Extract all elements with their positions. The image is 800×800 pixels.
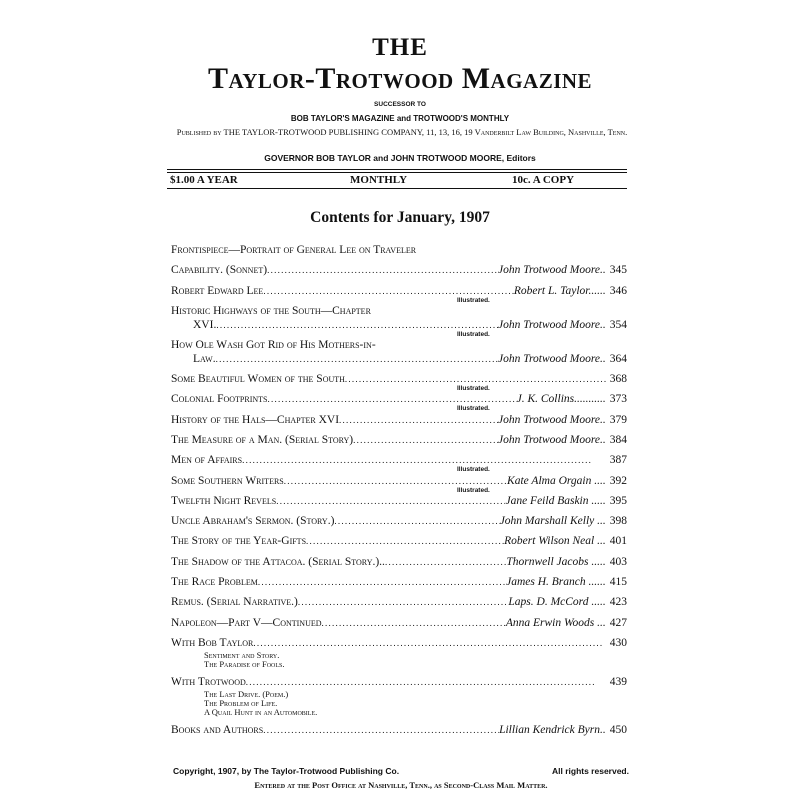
toc-entry <box>171 339 627 367</box>
toc-page: 398 <box>609 515 627 528</box>
toc-author: J. K. Collins........... <box>516 393 606 406</box>
illustrated-note: Illustrated. <box>457 405 490 413</box>
toc-title: Historic Highways of the South—Chapter <box>171 304 371 317</box>
toc-page: 430 <box>609 636 627 649</box>
toc-page: 354 <box>609 318 627 331</box>
toc-subitem: The Last Drive. (Poem.) <box>204 688 289 699</box>
leader-dots <box>276 495 505 509</box>
rights-reserved: All rights reserved. <box>551 766 629 776</box>
toc-page: 368 <box>609 373 627 386</box>
toc-author: John Trotwood Moore.. <box>497 433 606 446</box>
illustrated-note: Illustrated. <box>457 385 490 393</box>
toc-author: Laps. D. McCord ..... <box>508 596 606 609</box>
illustrated-note: Illustrated. <box>457 330 490 338</box>
leader-dots <box>339 414 498 428</box>
leader-dots <box>216 319 498 333</box>
toc-title: How Ole Wash Got Rid of His Mothers-in- <box>171 338 376 351</box>
copyright-line <box>173 766 629 776</box>
leader-dots <box>242 454 606 468</box>
toc-entry <box>171 264 627 278</box>
toc-entry <box>171 535 627 549</box>
toc-author: John Trotwood Moore.. <box>497 264 606 277</box>
toc-title-cont: Law. <box>193 352 216 365</box>
toc-entry <box>171 244 627 258</box>
illustrated-note: Illustrated. <box>457 296 490 304</box>
toc-subitem: A Quail Hunt in an Automobile. <box>204 707 318 718</box>
illustrated-note: Illustrated. <box>457 466 490 474</box>
toc-author: John Trotwood Moore.. <box>497 318 606 331</box>
toc-subitem: Sentiment and Story. <box>204 649 280 660</box>
leader-dots <box>216 353 498 367</box>
toc-page: 423 <box>609 596 627 609</box>
leader-dots <box>322 617 506 631</box>
toc-entry <box>171 637 627 669</box>
toc-entry <box>171 515 627 529</box>
leader-dots <box>306 535 504 549</box>
toc-entry <box>171 576 627 590</box>
toc-title: Capability. (Sonnet) <box>171 264 268 277</box>
toc-entry <box>171 724 627 738</box>
toc-title: Robert Edward Lee <box>171 284 264 297</box>
toc-page: 364 <box>609 352 627 365</box>
toc-author: Thornwell Jacobs ..... <box>506 555 606 568</box>
toc-author: Lillian Kendrick Byrn.. <box>499 724 606 737</box>
toc-author: John Trotwood Moore.. <box>497 413 606 426</box>
toc-entry <box>171 304 627 338</box>
price-per-copy: 10c. A COPY <box>512 174 575 186</box>
toc-title: Frontispiece—Portrait of General Lee on Traveler <box>171 244 417 256</box>
copyright-text: Copyright, 1907, by The Taylor-Trotwood Publishing Co. <box>173 766 400 776</box>
leader-dots <box>253 637 605 651</box>
leader-dots <box>258 576 506 590</box>
toc-author: Jane Feild Baskin ..... <box>505 494 606 507</box>
toc-entry <box>171 454 627 474</box>
toc-title: Twelfth Night Revels <box>171 494 277 507</box>
toc-author: Kate Alma Orgain .... <box>507 474 606 487</box>
toc-title-cont: XVI. <box>193 318 217 331</box>
toc-page: 379 <box>609 413 627 426</box>
toc-title: History of the Hals—Chapter XVI <box>171 413 340 426</box>
toc-entry <box>171 676 627 718</box>
rule-bottom <box>167 188 627 189</box>
toc-page: 401 <box>609 535 627 548</box>
previous-titles: BOB TAYLOR'S MAGAZINE and TROTWOOD'S MONTHLY <box>290 114 510 123</box>
toc-entry <box>171 474 627 494</box>
toc-subitem: The Problem of Life. <box>204 697 278 708</box>
toc-author: John Marshall Kelly ... <box>499 515 606 528</box>
leader-dots <box>298 596 509 610</box>
toc-entry <box>171 596 627 610</box>
toc-page: 384 <box>609 433 627 446</box>
toc-page: 387 <box>609 454 627 467</box>
toc-page: 439 <box>609 675 627 688</box>
rule-top-1 <box>167 169 627 170</box>
magazine-title: Taylor-Trotwood Magazine <box>207 62 593 95</box>
price-per-year: $1.00 A YEAR <box>170 174 238 186</box>
toc-title: The Measure of a Man. (Serial Story) <box>171 433 354 446</box>
leader-dots <box>334 515 499 529</box>
toc-author: Robert L. Taylor...... <box>513 284 606 297</box>
table-of-contents <box>171 244 627 744</box>
toc-page: 345 <box>609 264 627 277</box>
publisher-line: Published by THE TAYLOR-TROTWOOD PUBLISHING COMPANY, 11, 13, 16, 19 Vanderbilt Law Building, Nashville, Tenn. <box>176 127 628 137</box>
toc-title: Some Beautiful Women of the South <box>171 373 345 386</box>
toc-title: Uncle Abraham's Sermon. (Story.) <box>171 515 335 528</box>
leader-dots <box>353 434 498 448</box>
toc-author: James H. Branch ...... <box>506 576 606 589</box>
toc-page: 415 <box>609 576 627 589</box>
toc-entry <box>171 393 627 413</box>
toc-subitem: The Paradise of Fools. <box>204 659 285 670</box>
toc-page: 450 <box>609 724 627 737</box>
frequency: MONTHLY <box>350 174 408 186</box>
toc-entry <box>171 434 627 448</box>
toc-page: 346 <box>609 284 627 297</box>
toc-author: Anna Erwin Woods ... <box>505 616 606 629</box>
toc-title: With Bob Taylor <box>171 636 254 649</box>
leader-dots <box>246 676 606 690</box>
rule-top-2 <box>167 172 627 173</box>
toc-entry <box>171 556 627 570</box>
toc-entry <box>171 495 627 509</box>
toc-title: The Race Problem <box>171 576 258 589</box>
toc-page: 403 <box>609 555 627 568</box>
toc-title: Books and Authors <box>171 724 264 737</box>
leader-dots <box>263 724 499 738</box>
toc-entry <box>171 617 627 631</box>
toc-title: The Shadow of the Attacoa. (Serial Story.).. <box>171 555 385 568</box>
entered-notice: Entered at the Post Office at Nashville, Tenn., as Second-Class Mail Matter. <box>254 780 548 790</box>
toc-author: Robert Wilson Neal ... <box>504 535 606 548</box>
toc-title: Some Southern Writers <box>171 474 284 487</box>
leader-dots <box>385 556 506 570</box>
successor-line: SUCCESSOR TO <box>374 101 426 108</box>
toc-title: With Trotwood <box>171 675 246 688</box>
illustrated-note: Illustrated. <box>457 486 490 494</box>
toc-page: 392 <box>609 474 627 487</box>
toc-entry <box>171 414 627 428</box>
toc-title: Colonial Footprints <box>171 393 268 406</box>
toc-page: 373 <box>609 393 627 406</box>
toc-title: Napoleon—Part V—Continued <box>171 616 322 629</box>
toc-title: Men of Affairs <box>171 454 243 467</box>
toc-title: Remus. (Serial Narrative.) <box>171 596 298 609</box>
masthead-the: THE <box>372 34 428 61</box>
editors-line: GOVERNOR BOB TAYLOR and JOHN TROTWOOD MOORE, Editors <box>264 153 536 163</box>
contents-heading: Contents for January, 1907 <box>310 209 490 226</box>
toc-entry <box>171 284 627 304</box>
toc-entry <box>171 373 627 393</box>
toc-author: John Trotwood Moore.. <box>497 352 606 365</box>
leader-dots <box>267 264 498 278</box>
toc-title: The Story of the Year-Gifts <box>171 535 307 548</box>
toc-page: 395 <box>609 494 627 507</box>
toc-page: 427 <box>609 616 627 629</box>
